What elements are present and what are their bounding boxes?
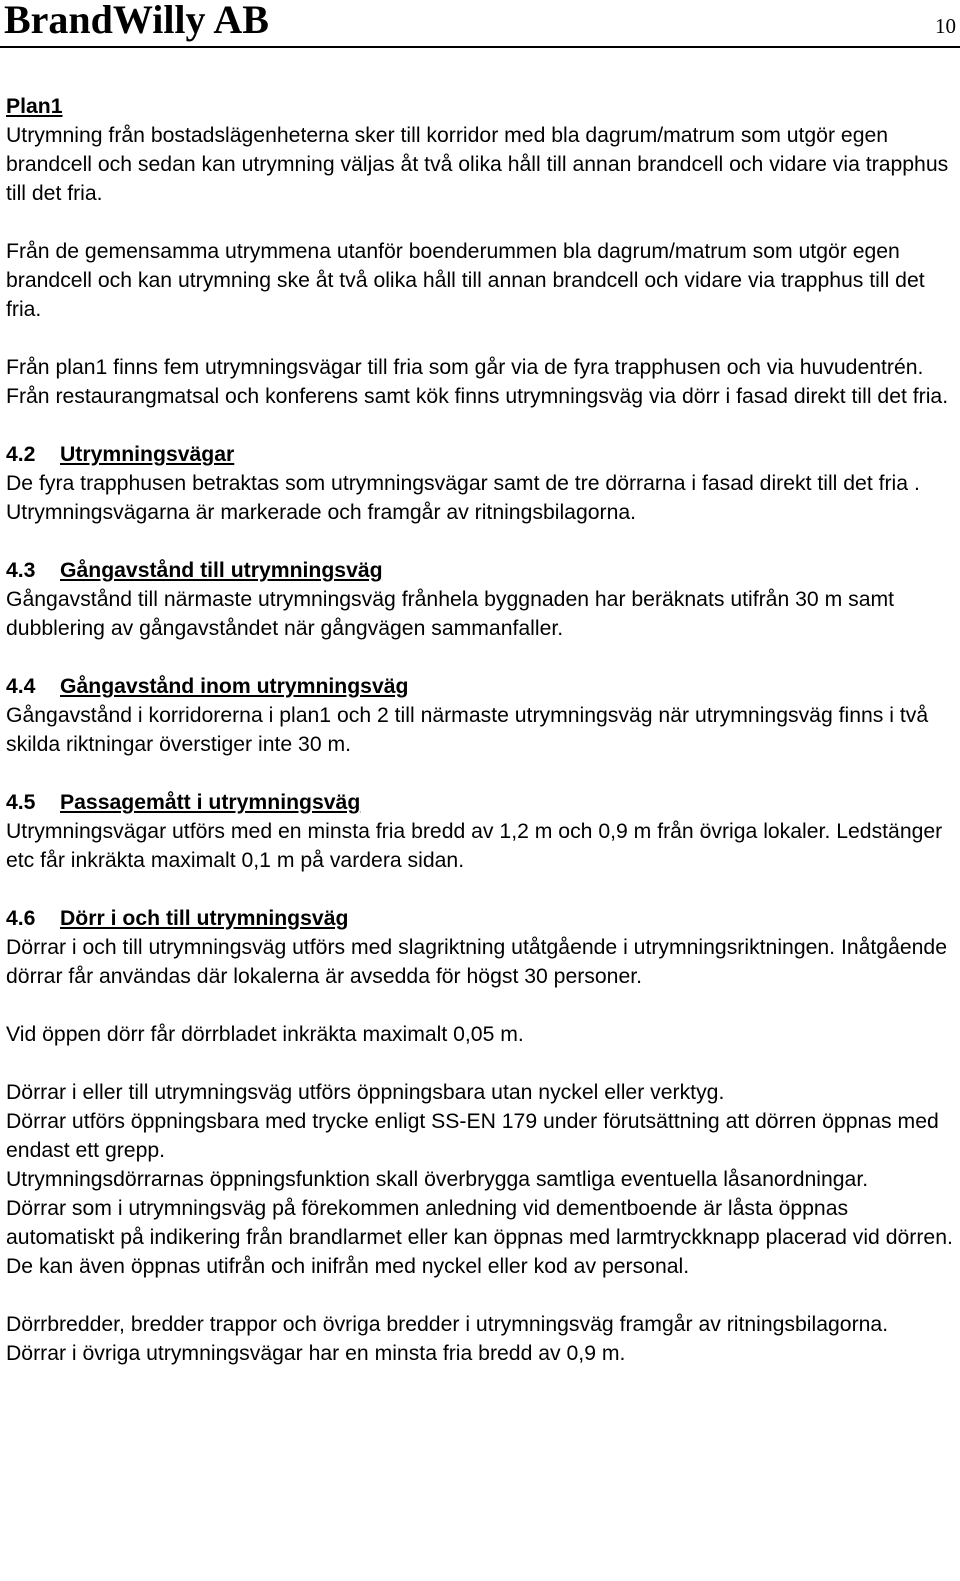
section-paragraph: Vid öppen dörr får dörrbladet inkräkta maximalt 0,05 m. — [6, 1023, 524, 1046]
section-number: 4.6 — [6, 907, 36, 930]
section-paragraph: Gångavstånd till närmaste utrymningsväg frånhela byggnaden har beräknats utifrån 30 m samt dubblering av gångavståndet när gångvägen sammanfaller. — [6, 588, 895, 640]
section-title: Gångavstånd till utrymningsväg — [60, 559, 383, 582]
section-number: 4.3 — [6, 559, 36, 582]
section-title: Gångavstånd inom utrymningsväg — [60, 675, 409, 698]
section-title: Passagemått i utrymningsväg — [60, 791, 361, 814]
company-name: BrandWilly AB — [4, 0, 269, 42]
section-paragraph: Dörrar som i utrymningsväg på förekommen anledning vid dementboende är låsta öppnas automatiskt på indikering från brandlarmet eller kan öppnas med larmtryckknapp placerad vid dörren. De kan även öppnas utifrån och inifrån med nyckel eller kod av personal. — [6, 1197, 953, 1278]
section-number: 4.2 — [6, 443, 36, 466]
section-paragraph: De fyra trapphusen betraktas som utrymningsvägar samt de tre dörrarna i fasad direkt till det fria . — [6, 472, 920, 495]
section-paragraph: Utrymningsvägarna är markerade och framgår av ritningsbilagorna. — [6, 501, 637, 524]
section-paragraph: Dörrar i och till utrymningsväg utförs med slagriktning utåtgående i utrymningsriktningen. Inåtgående dörrar får användas där lokalerna är avsedda för högst 30 personer. — [6, 936, 947, 988]
section-paragraph: Dörrar i eller till utrymningsväg utförs öppningsbara utan nyckel eller verktyg. — [6, 1081, 725, 1104]
section-paragraph: Dörrar utförs öppningsbara med trycke enligt SS-EN 179 under förutsättning att dörren öppnas med endast ett grepp. — [6, 1110, 939, 1162]
section-paragraph: Dörrar i övriga utrymningsvägar har en minsta fria bredd av 0,9 m. — [6, 1342, 626, 1365]
section-heading-4-6 — [6, 904, 956, 933]
section-heading-4-5 — [6, 788, 956, 817]
section-number: 4.4 — [6, 675, 36, 698]
section-paragraph: Gångavstånd i korridorerna i plan1 och 2 till närmaste utrymningsväg när utrymningsväg finns i två skilda riktningar överstiger inte 30 m. — [6, 704, 929, 756]
plan1-paragraph: Utrymning från bostadslägenheterna sker till korridor med bla dagrum/matrum som utgör egen brandcell och sedan kan utrymning väljas åt två olika håll till annan brandcell och vidare via trapphus till det fria. — [6, 124, 949, 205]
page-number: 10 — [935, 14, 956, 38]
section-title: Utrymningsvägar — [60, 443, 235, 466]
plan1-paragraph: Från restaurangmatsal och konferens samt kök finns utrymningsväg via dörr i fasad direkt till det fria. — [6, 385, 949, 408]
page-header — [0, 0, 960, 48]
section-paragraph: Utrymningsdörrarnas öppningsfunktion skall överbrygga samtliga eventuella låsanordningar. — [6, 1168, 869, 1191]
document-body — [6, 92, 956, 1368]
section-heading-4-2 — [6, 440, 956, 469]
section-paragraph: Utrymningsvägar utförs med en minsta fria bredd av 1,2 m och 0,9 m från övriga lokaler. Ledstänger etc får inkräkta maximalt 0,1 m på vardera sidan. — [6, 820, 943, 872]
plan1-paragraph: Från de gemensamma utrymmena utanför boenderummen bla dagrum/matrum som utgör egen brandcell och kan utrymning ske åt två olika håll till annan brandcell och vidare via trapphus till det fria. — [6, 240, 925, 321]
section-number: 4.5 — [6, 791, 36, 814]
section-heading-4-3 — [6, 556, 956, 585]
section-title: Dörr i och till utrymningsväg — [60, 907, 349, 930]
plan1-heading: Plan1 — [6, 95, 63, 118]
plan1-paragraph: Från plan1 finns fem utrymningsvägar till fria som går via de fyra trapphusen och via huvudentrén. — [6, 356, 924, 379]
section-heading-4-4 — [6, 672, 956, 701]
section-paragraph: Dörrbredder, bredder trappor och övriga bredder i utrymningsväg framgår av ritningsbilagorna. — [6, 1313, 889, 1336]
